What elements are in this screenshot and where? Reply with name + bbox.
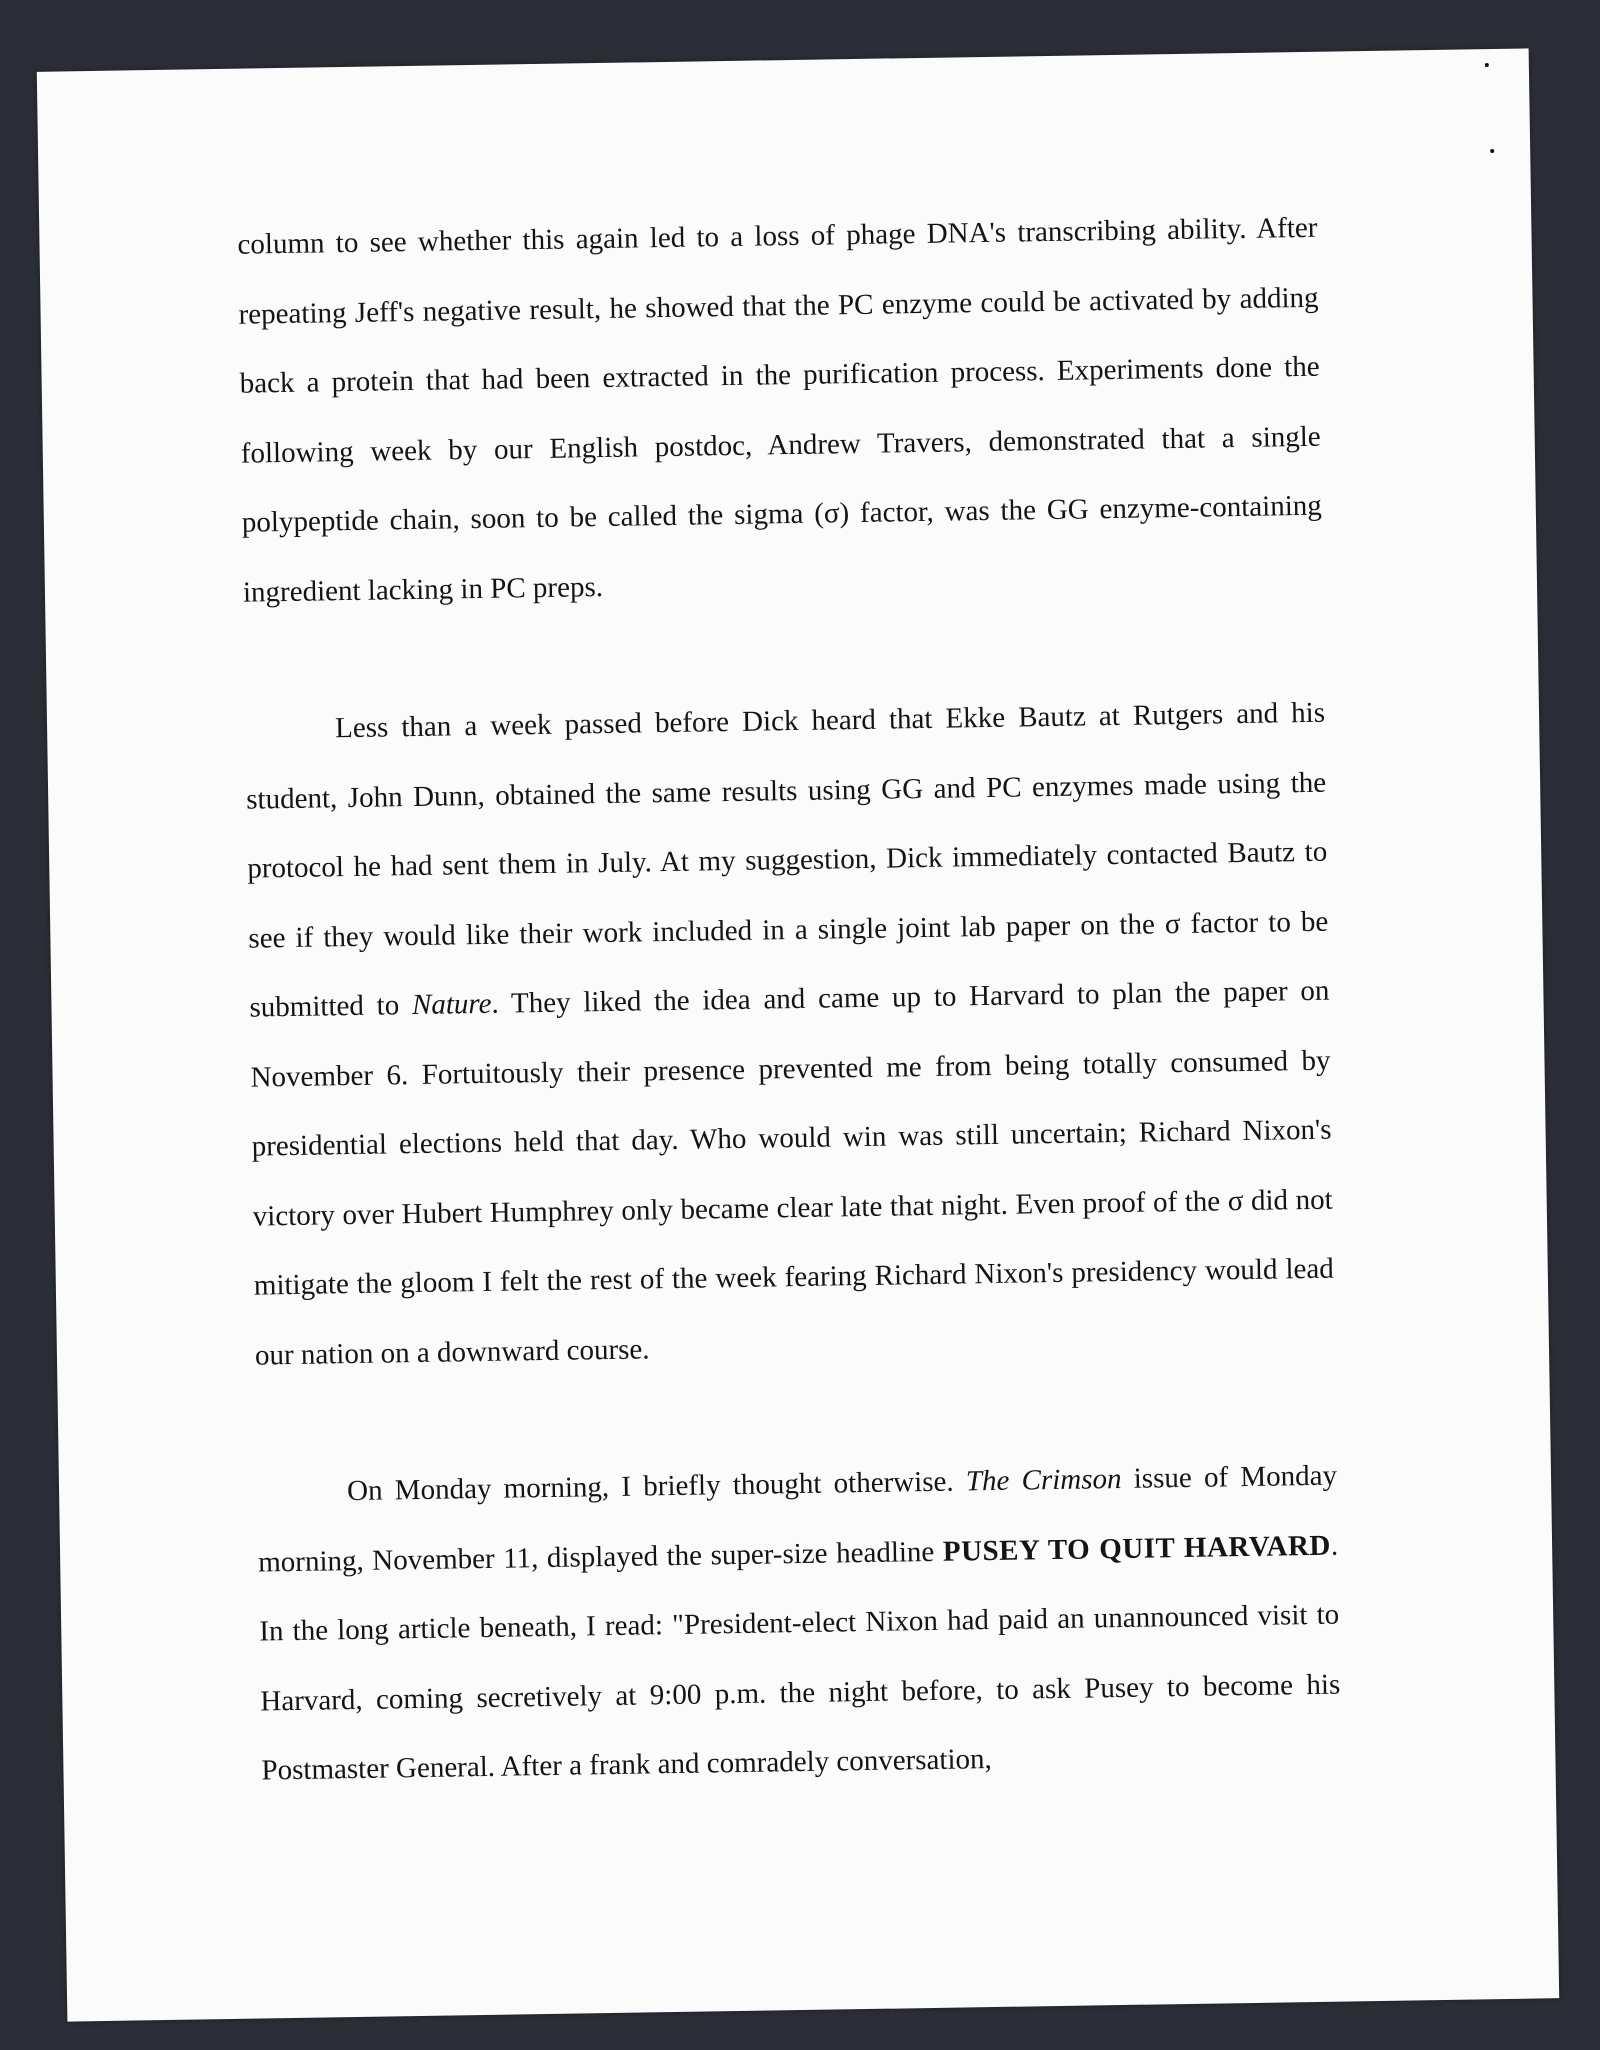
paragraph-2 bbox=[245, 679, 1336, 1391]
text-run: On Monday morning, I briefly thought otherwise. bbox=[346, 1465, 967, 1508]
text-run: . In the long article beneath, I read: "President-elect Nixon had paid an unannounced visit to Harvard, coming secretively at 9:00 p.m. the night before, to ask Pusey to become his Postmaster General. After a frank and comradely conversation, bbox=[259, 1529, 1341, 1787]
paragraph-1 bbox=[237, 194, 1323, 628]
text-run: . They liked the idea and came up to Harvard to plan the paper on November 6. Fortuitously their presence prevented me from being totally consumed by presidential elections held that day. Who would win was still uncertain; Richard Nixon's victory over Hubert Humphrey only became clear late that night. Even proof of the σ did not mitigate the gloom I felt the rest of the week fearing Richard Nixon's presidency would lead our nation on a downward course. bbox=[250, 974, 1334, 1372]
text-run: column to see whether this again led to a loss of phage DNA's transcribing ability. After repeating Jeff's negative result, he showed that the PC enzyme could be activated by adding back a protein that had been extracted in the purification process. Experiments done the following week by our English postdoc, Andrew Travers, demonstrated that a single polypeptide chain, soon to be called the sigma (σ) factor, was the GG enzyme-containing ingredient lacking in PC preps. bbox=[237, 211, 1323, 609]
headline-text: PUSEY TO QUIT HARVARD bbox=[942, 1529, 1332, 1568]
document-page bbox=[37, 48, 1559, 2021]
paper-speck bbox=[1490, 149, 1494, 153]
journal-title: Nature bbox=[411, 987, 492, 1022]
text-run: Less than a week passed before Dick heard that Ekke Bautz at Rutgers and his student, John Dunn, obtained the same results using GG and PC enzymes made using the protocol he had sent them in July. At my suggestion, Dick immediately contacted Bautz to see if they would like their work included in a single joint lab paper on the σ factor to be submitted to bbox=[245, 696, 1329, 1024]
paragraph-3 bbox=[257, 1442, 1342, 1806]
body-text bbox=[237, 194, 1342, 1806]
newspaper-title: The Crimson bbox=[965, 1462, 1122, 1498]
text-run: issue of Monday morning, November 11, displayed the super-size headline bbox=[257, 1459, 1338, 1579]
paper-speck bbox=[1485, 63, 1489, 67]
